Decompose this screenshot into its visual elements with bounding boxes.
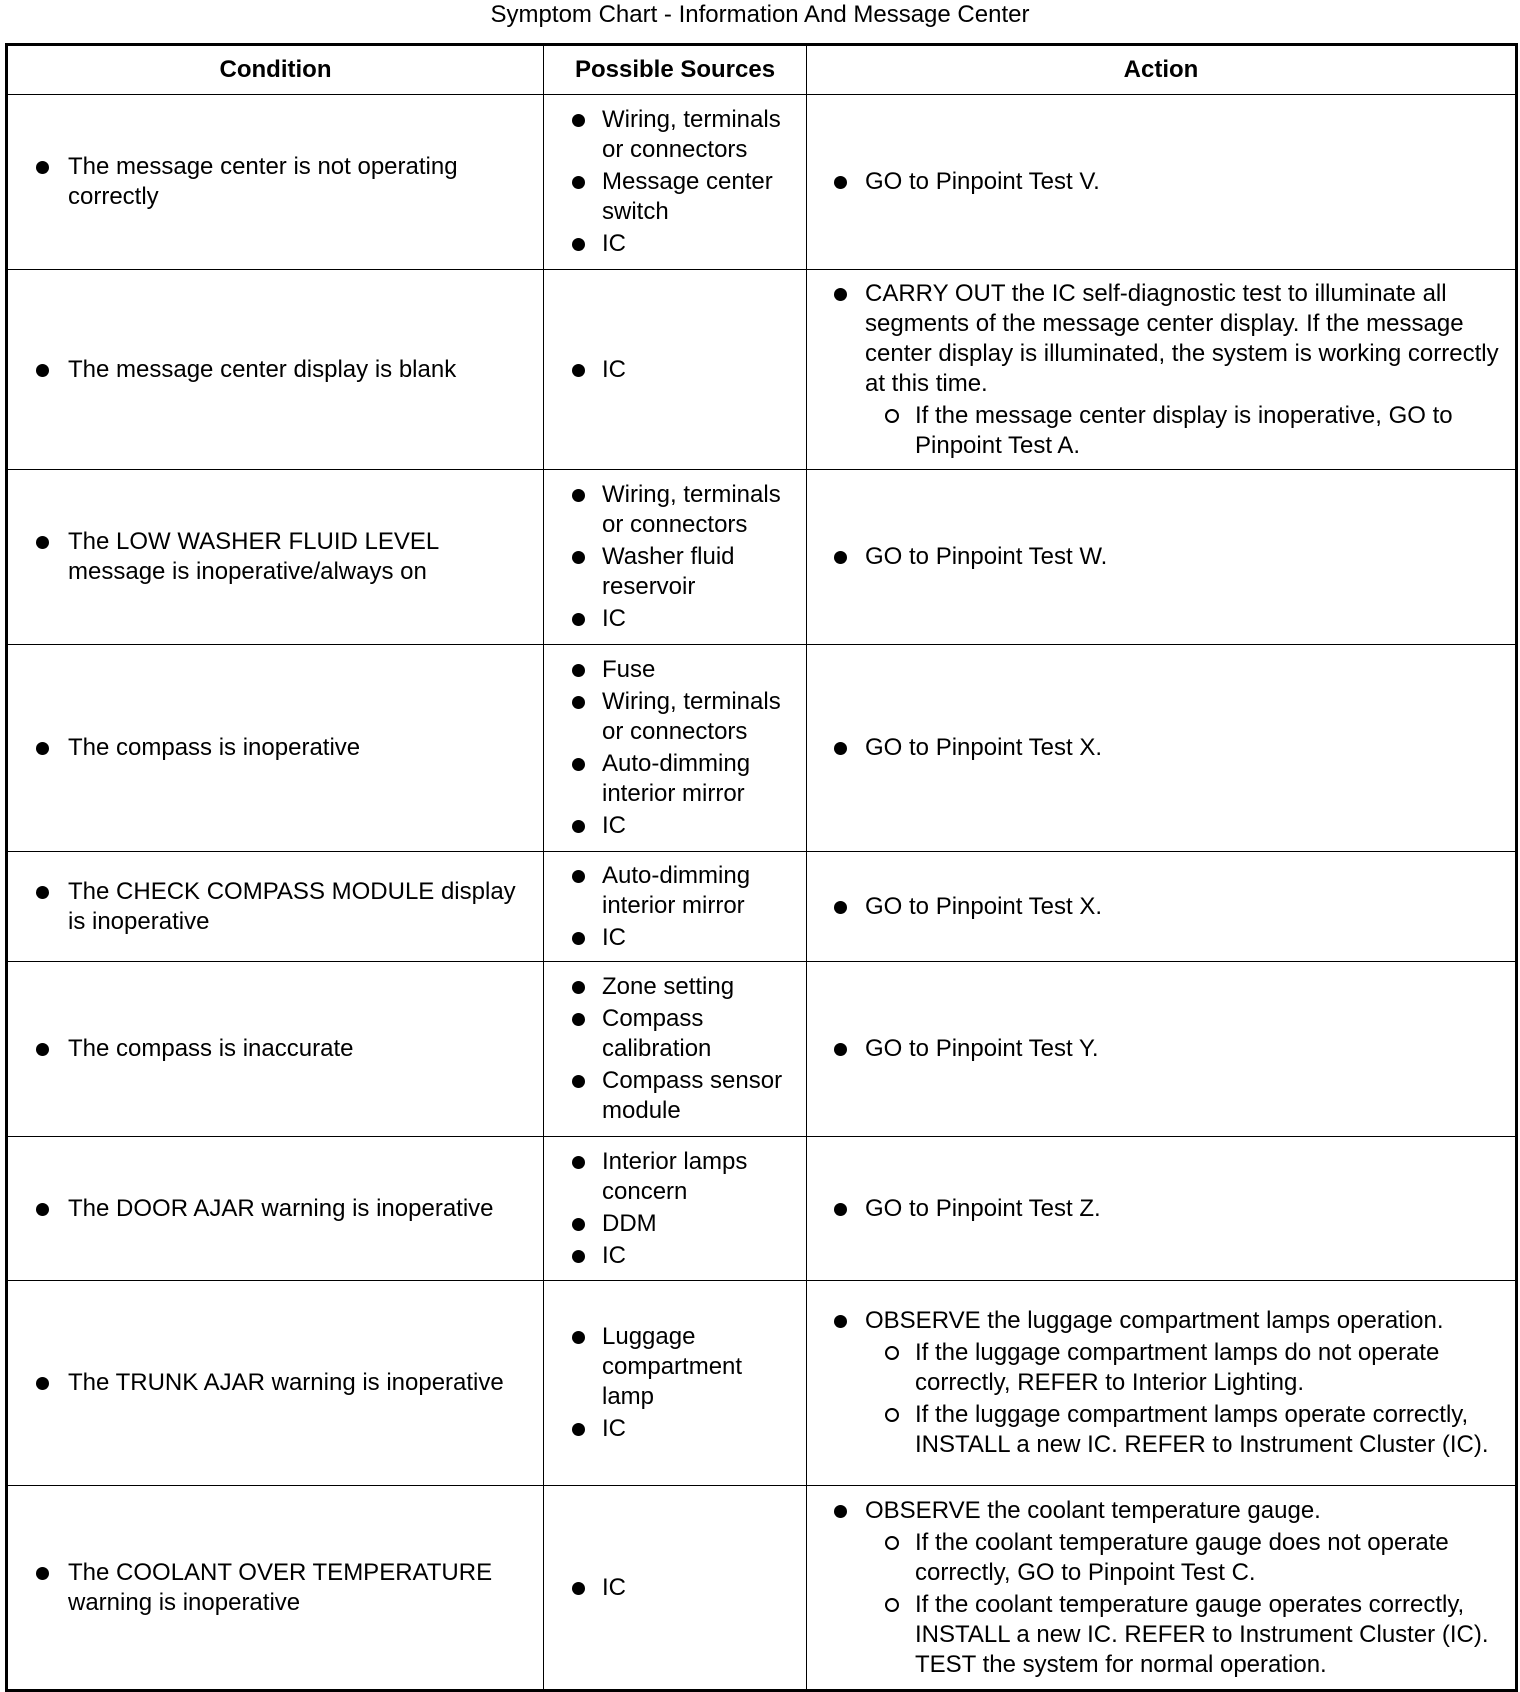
table-row [7,852,1517,962]
symptom-chart-table [5,43,1518,1692]
table-row [7,1281,1517,1486]
possible-sources-cell [544,1137,807,1281]
source-item: IC [544,355,792,385]
source-item: IC [544,811,792,841]
source-item: Message center switch [544,167,792,227]
source-item: Compass calibration [544,1004,792,1064]
condition-text: The TRUNK AJAR warning is inoperative [8,1368,533,1398]
action-cell [807,852,1517,962]
table-row [7,1486,1517,1691]
action-item: OBSERVE the coolant temperature gauge. [807,1496,1503,1526]
action-header: Action [807,45,1517,95]
source-item: Wiring, terminals or connectors [544,480,792,540]
possible-sources-cell [544,645,807,852]
condition-text: The CHECK COMPASS MODULE display is inoperative [8,877,533,937]
condition-header: Condition [7,45,544,95]
condition-cell [7,470,544,645]
action-subitem: If the coolant temperature gauge operates correctly, INSTALL a new IC. REFER to Instrument Cluster (IC). TEST the system for normal operation. [807,1590,1503,1680]
condition-text: The DOOR AJAR warning is inoperative [8,1194,533,1224]
action-cell [807,270,1517,470]
condition-cell [7,1137,544,1281]
possible-sources-cell [544,962,807,1137]
condition-text: The COOLANT OVER TEMPERATURE warning is inoperative [8,1558,533,1618]
possible-sources-cell [544,852,807,962]
condition-text: The message center display is blank [8,355,533,385]
source-item: Auto-dimming interior mirror [544,749,792,809]
condition-cell [7,1281,544,1486]
source-item: Interior lamps concern [544,1147,792,1207]
source-item: Auto-dimming interior mirror [544,861,792,921]
action-cell [807,962,1517,1137]
source-item: IC [544,229,792,259]
condition-text: The compass is inaccurate [8,1034,533,1064]
table-row [7,1137,1517,1281]
source-item: Zone setting [544,972,792,1002]
source-item: Wiring, terminals or connectors [544,687,792,747]
condition-cell [7,852,544,962]
action-item: GO to Pinpoint Test X. [807,733,1503,763]
possible-sources-cell [544,1486,807,1691]
action-cell [807,95,1517,270]
condition-text: The LOW WASHER FLUID LEVEL message is inoperative/always on [8,527,533,587]
condition-text: The compass is inoperative [8,733,533,763]
table-row [7,270,1517,470]
source-item: IC [544,1241,792,1271]
condition-cell [7,962,544,1137]
condition-text: The message center is not operating correctly [8,152,533,212]
source-item: DDM [544,1209,792,1239]
action-subitem: If the coolant temperature gauge does not operate correctly, GO to Pinpoint Test C. [807,1528,1503,1588]
table-row [7,645,1517,852]
source-item: Compass sensor module [544,1066,792,1126]
possible-sources-cell [544,1281,807,1486]
table-row [7,962,1517,1137]
action-item: GO to Pinpoint Test X. [807,892,1503,922]
source-item: IC [544,923,792,953]
action-cell [807,470,1517,645]
action-cell [807,645,1517,852]
action-subitem: If the luggage compartment lamps operate correctly, INSTALL a new IC. REFER to Instrument Cluster (IC). [807,1400,1503,1460]
possible-sources-cell [544,470,807,645]
action-subitem: If the message center display is inoperative, GO to Pinpoint Test A. [807,401,1503,461]
action-subitem: If the luggage compartment lamps do not operate correctly, REFER to Interior Lighting. [807,1338,1503,1398]
source-item: IC [544,1573,792,1603]
source-item: Wiring, terminals or connectors [544,105,792,165]
action-item: OBSERVE the luggage compartment lamps operation. [807,1306,1503,1336]
possible-sources-cell [544,270,807,470]
action-item: GO to Pinpoint Test W. [807,542,1503,572]
page-title: Symptom Chart - Information And Message Center [490,1,1030,28]
action-item: GO to Pinpoint Test Y. [807,1034,1503,1064]
condition-cell [7,645,544,852]
action-item: GO to Pinpoint Test V. [807,167,1503,197]
action-item: GO to Pinpoint Test Z. [807,1194,1503,1224]
table-body [7,95,1517,1691]
source-item: Washer fluid reservoir [544,542,792,602]
action-cell [807,1137,1517,1281]
action-item: CARRY OUT the IC self-diagnostic test to illuminate all segments of the message center display. If the message center display is illuminated, the system is working correctly at this time. [807,279,1503,399]
source-item: Luggage compartment lamp [544,1322,792,1412]
source-item: IC [544,604,792,634]
action-cell [807,1281,1517,1486]
table-row [7,95,1517,270]
table-row [7,470,1517,645]
header-row [7,45,1517,95]
condition-cell [7,1486,544,1691]
source-item: Fuse [544,655,792,685]
source-item: IC [544,1414,792,1444]
action-cell [807,1486,1517,1691]
condition-cell [7,270,544,470]
possible-sources-header: Possible Sources [544,45,807,95]
possible-sources-cell [544,95,807,270]
condition-cell [7,95,544,270]
